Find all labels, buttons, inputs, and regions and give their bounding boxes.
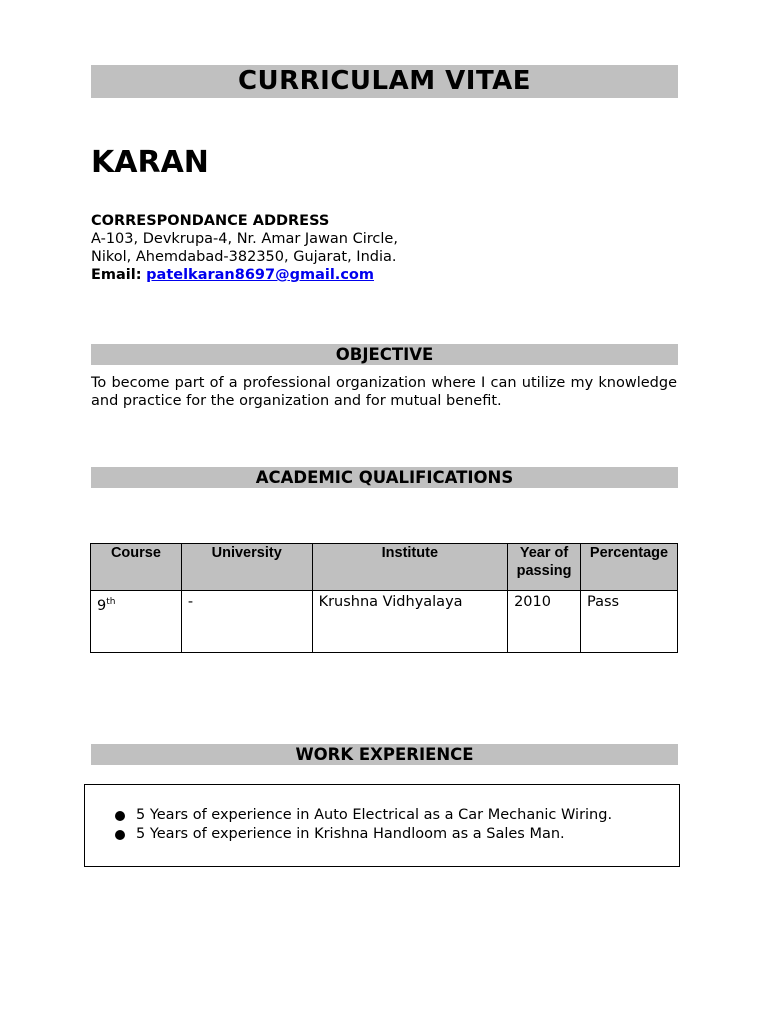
cell-percentage: Pass bbox=[581, 591, 678, 653]
table-header-row bbox=[91, 544, 678, 591]
cell-year: 2010 bbox=[508, 591, 581, 653]
email-label: Email: bbox=[91, 267, 142, 283]
email-link[interactable]: patelkaran8697@gmail.com bbox=[146, 267, 374, 283]
column-header-percentage: Percentage bbox=[581, 544, 678, 591]
cell-course bbox=[91, 591, 182, 653]
work-item-text: 5 Years of experience in Auto Electrical as a Car Mechanic Wiring. bbox=[136, 807, 613, 823]
course-value: 9 bbox=[97, 597, 107, 614]
bullet-icon bbox=[115, 830, 125, 840]
email-row bbox=[91, 266, 398, 284]
address-heading: CORRESPONDANCE ADDRESS bbox=[91, 213, 330, 229]
address-block bbox=[91, 212, 398, 284]
table-row bbox=[91, 591, 678, 653]
bullet-icon bbox=[115, 811, 125, 821]
column-header-institute: Institute bbox=[312, 544, 507, 591]
course-superscript: th bbox=[106, 597, 116, 607]
column-header-year: Year of passing bbox=[508, 544, 581, 591]
work-item-text: 5 Years of experience in Krishna Handloom as a Sales Man. bbox=[136, 826, 565, 842]
list-item bbox=[115, 806, 612, 825]
qualifications-table bbox=[90, 543, 678, 653]
candidate-name: KARAN bbox=[91, 145, 209, 180]
address-line-1: A-103, Devkrupa-4, Nr. Amar Jawan Circle, bbox=[91, 231, 398, 247]
address-line-2: Nikol, Ahemdabad-382350, Gujarat, India. bbox=[91, 249, 397, 265]
document-title: CURRICULAM VITAE bbox=[91, 65, 678, 98]
column-header-course: Course bbox=[91, 544, 182, 591]
academic-heading: ACADEMIC QUALIFICATIONS bbox=[91, 467, 678, 488]
work-experience-box bbox=[84, 784, 680, 867]
objective-heading: OBJECTIVE bbox=[91, 344, 678, 365]
objective-text: To become part of a professional organization where I can utilize my knowledge and practice for the organization and for mutual benefit. bbox=[91, 375, 677, 409]
column-header-university: University bbox=[181, 544, 312, 591]
cell-institute: Krushna Vidhyalaya bbox=[312, 591, 507, 653]
work-heading: WORK EXPERIENCE bbox=[91, 744, 678, 765]
list-item bbox=[115, 825, 612, 844]
cell-university: - bbox=[181, 591, 312, 653]
work-list bbox=[115, 806, 612, 844]
